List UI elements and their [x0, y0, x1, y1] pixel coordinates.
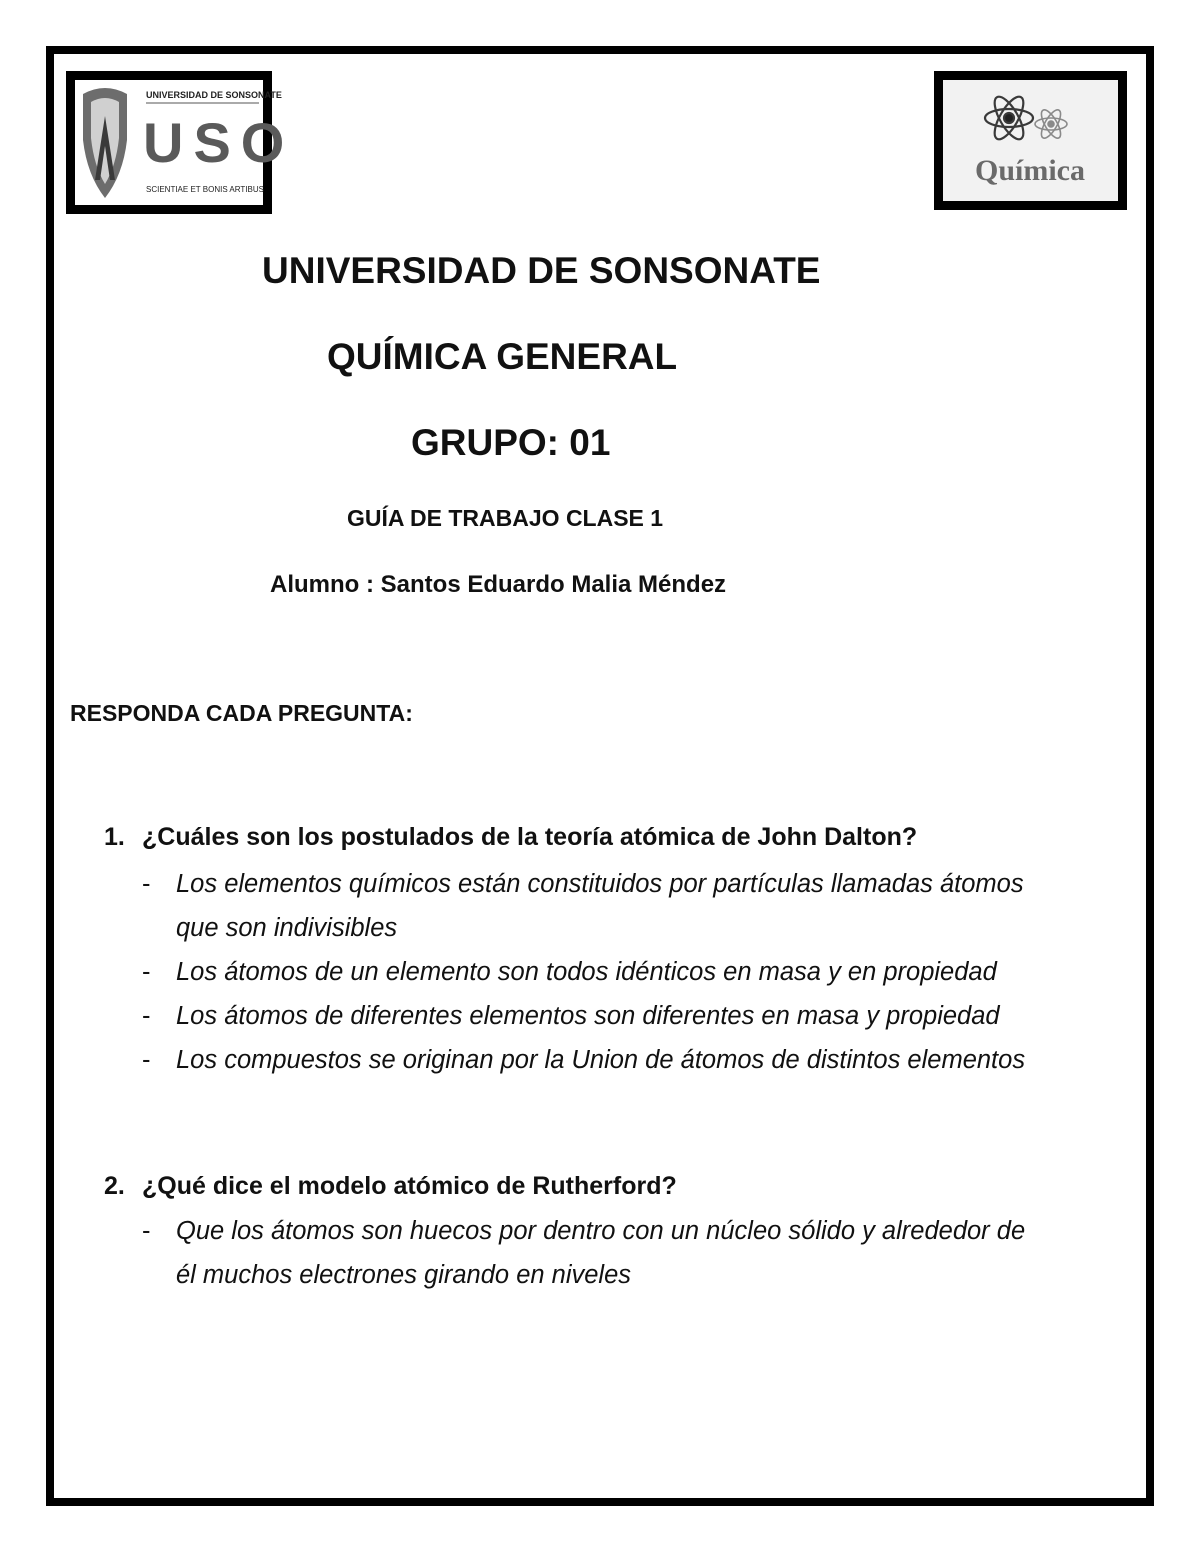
- uso-top-text: UNIVERSIDAD DE SONSONATE: [146, 90, 282, 100]
- uso-logo: [66, 71, 295, 214]
- uso-motto: SCIENTIAE ET BONIS ARTIBUS: [146, 185, 264, 194]
- list-item: [142, 1038, 1025, 1082]
- question-number: 1.: [104, 823, 125, 851]
- bullet-dash: -: [142, 1217, 151, 1245]
- course-title: QUÍMICA GENERAL: [327, 336, 678, 377]
- answer-line: que son indivisibles: [176, 914, 398, 942]
- quimica-logo-text: Química: [975, 154, 1085, 187]
- bullet-dash: -: [142, 1002, 151, 1030]
- bullet-dash: -: [142, 1046, 151, 1074]
- group-title: GRUPO: 01: [411, 422, 611, 463]
- list-item: [142, 994, 1025, 1038]
- list-item: [142, 1209, 1025, 1297]
- answer-line: Los elementos químicos están constituidos por partículas llamadas átomos: [176, 870, 1024, 898]
- question-1: [104, 823, 917, 852]
- answer-list-2: [142, 1209, 1025, 1297]
- question-2: [104, 1172, 677, 1201]
- question-text: ¿Cuáles son los postulados de la teoría atómica de John Dalton?: [142, 823, 918, 851]
- quimica-logo: [934, 71, 1127, 210]
- guide-title: GUÍA DE TRABAJO CLASE 1: [347, 505, 664, 531]
- answer-line: Los átomos de diferentes elementos son diferentes en masa y propiedad: [176, 1002, 1000, 1030]
- university-title: UNIVERSIDAD DE SONSONATE: [262, 250, 821, 291]
- answer-line: él muchos electrones girando en niveles: [176, 1261, 632, 1289]
- answer-line: Los átomos de un elemento son todos idénticos en masa y en propiedad: [176, 958, 997, 986]
- question-number: 2.: [104, 1172, 125, 1200]
- bullet-dash: -: [142, 958, 151, 986]
- answer-list-1: [142, 862, 1025, 1082]
- uso-main-text: USO: [143, 111, 295, 174]
- list-item: [142, 862, 1025, 950]
- instructions: RESPONDA CADA PREGUNTA:: [70, 700, 413, 726]
- answer-line: Que los átomos son huecos por dentro con un núcleo sólido y alrededor de: [176, 1217, 1026, 1245]
- bullet-dash: -: [142, 870, 151, 898]
- question-text: ¿Qué dice el modelo atómico de Rutherford?: [142, 1172, 677, 1200]
- uso-shield-icon: [75, 80, 295, 205]
- answer-line: Los compuestos se originan por la Union de átomos de distintos elementos: [176, 1046, 1026, 1074]
- atom-icon: [943, 80, 1118, 201]
- student-name: Alumno : Santos Eduardo Malia Méndez: [270, 571, 727, 598]
- list-item: [142, 950, 1025, 994]
